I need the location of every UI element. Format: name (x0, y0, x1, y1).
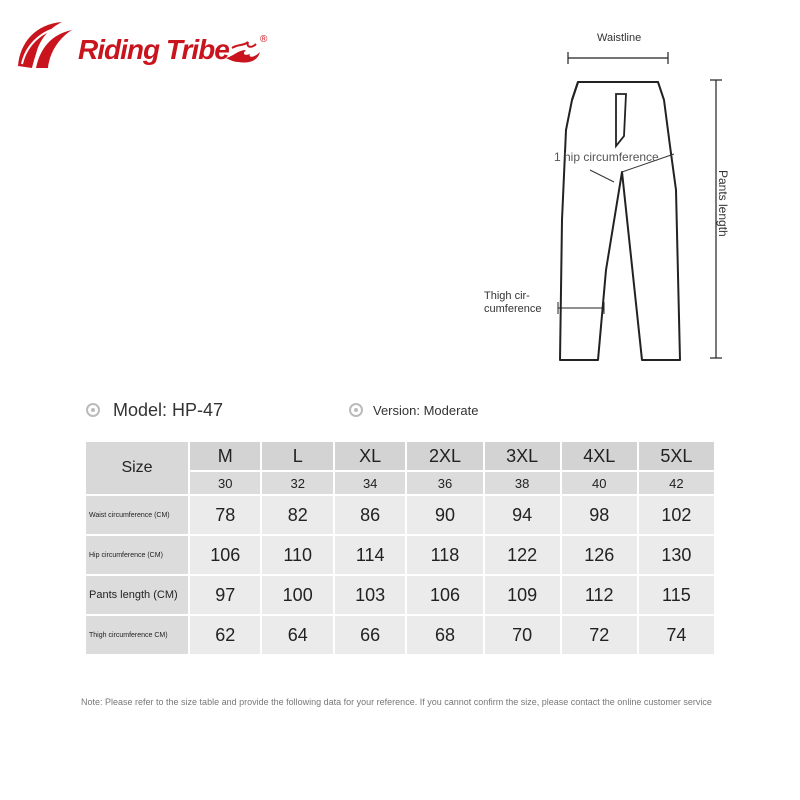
table-cell: 118 (407, 536, 482, 574)
table-cell: 78 (190, 496, 260, 534)
inch-value: 30 (190, 472, 260, 494)
size-name: L (262, 442, 332, 470)
size-table (84, 440, 716, 656)
size-name: 2XL (407, 442, 482, 470)
row-label: Waist circumference (CM) (86, 496, 188, 534)
flame-icon (224, 36, 264, 66)
inch-value: 42 (639, 472, 714, 494)
model-info-row (84, 398, 724, 424)
size-header: Size (86, 442, 188, 494)
table-cell: 100 (262, 576, 332, 614)
brand-name: Riding Tribe (78, 34, 229, 65)
table-cell: 103 (335, 576, 405, 614)
table-cell: 110 (262, 536, 332, 574)
table-cell: 106 (407, 576, 482, 614)
pants-outline (470, 20, 790, 370)
version-label: Version: Moderate (373, 403, 479, 418)
row-label: Thigh circumference CM) (86, 616, 188, 654)
table-row (86, 536, 714, 574)
size-name: XL (335, 442, 405, 470)
table-row (86, 496, 714, 534)
pants-length-label: Pants length (716, 170, 730, 237)
table-cell: 66 (335, 616, 405, 654)
table-cell: 64 (262, 616, 332, 654)
inch-value: 36 (407, 472, 482, 494)
table-cell: 130 (639, 536, 714, 574)
table-cell: 72 (562, 616, 637, 654)
table-row (86, 576, 714, 614)
table-cell: 114 (335, 536, 405, 574)
table-cell: 94 (485, 496, 560, 534)
table-cell: 90 (407, 496, 482, 534)
registered-mark: ® (260, 34, 268, 45)
size-name: 5XL (639, 442, 714, 470)
version-bullet-icon (349, 403, 363, 417)
table-cell: 115 (639, 576, 714, 614)
table-cell: 112 (562, 576, 637, 614)
size-header-row (86, 442, 714, 470)
table-cell: 109 (485, 576, 560, 614)
inch-value: 32 (262, 472, 332, 494)
thigh-label: Thigh cir- cumference (484, 290, 542, 315)
inch-value: 38 (485, 472, 560, 494)
size-name: 3XL (485, 442, 560, 470)
row-label: Hip circumference (CM) (86, 536, 188, 574)
note-text: Note: Please refer to the size table and provide the following data for your reference. If you cannot confirm the size, please contact the online customer service (81, 697, 712, 707)
table-cell: 74 (639, 616, 714, 654)
pants-diagram (470, 20, 790, 370)
table-row (86, 616, 714, 654)
size-name: 4XL (562, 442, 637, 470)
inch-value: 34 (335, 472, 405, 494)
brand-logo (14, 14, 268, 74)
table-cell: 126 (562, 536, 637, 574)
model-bullet-icon (86, 403, 100, 417)
hip-label: 1 hip circumference (554, 150, 659, 164)
row-label: Pants length (CM) (86, 576, 188, 614)
table-cell: 62 (190, 616, 260, 654)
logo-swoosh-icon (14, 14, 76, 74)
model-label: Model: HP-47 (113, 400, 224, 420)
table-cell: 98 (562, 496, 637, 534)
table-cell: 82 (262, 496, 332, 534)
table-cell: 122 (485, 536, 560, 574)
table-cell: 86 (335, 496, 405, 534)
size-name: M (190, 442, 260, 470)
table-cell: 102 (639, 496, 714, 534)
waistline-label: Waistline (597, 32, 642, 44)
inch-value: 40 (562, 472, 637, 494)
table-cell: 70 (485, 616, 560, 654)
table-cell: 97 (190, 576, 260, 614)
table-cell: 68 (407, 616, 482, 654)
table-cell: 106 (190, 536, 260, 574)
